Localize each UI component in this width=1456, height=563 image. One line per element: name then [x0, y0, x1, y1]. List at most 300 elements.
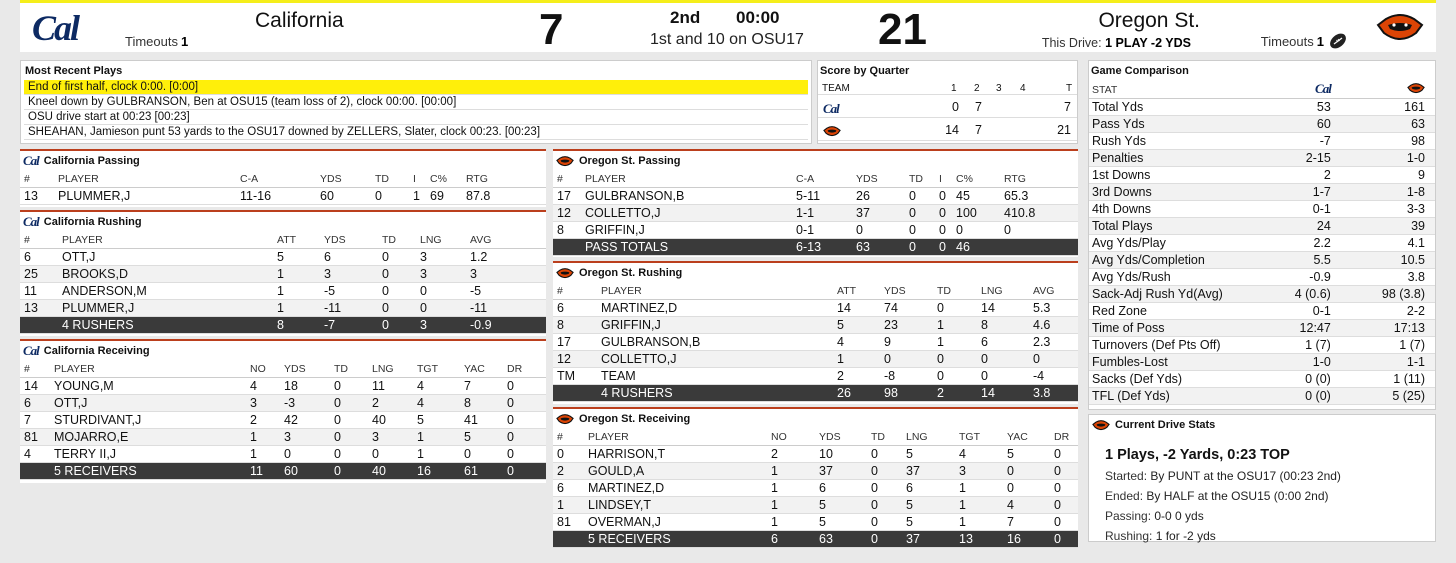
- table-row: [553, 333, 1078, 350]
- totals-row: [553, 530, 1078, 547]
- stat-value: 3.8: [1341, 268, 1435, 285]
- table-cell: 0: [909, 221, 939, 238]
- osu-logo: [1376, 13, 1424, 43]
- column-header: AVG: [1033, 283, 1078, 299]
- stat-value: 1-1: [1341, 353, 1435, 370]
- table-cell: 37: [906, 462, 959, 479]
- column-header: TD: [937, 283, 981, 299]
- sbq-quarter-header: 1: [951, 83, 957, 94]
- panel-title: Most Recent Plays: [25, 65, 123, 77]
- column-header: TD: [382, 232, 420, 248]
- column-header: PLAYER: [601, 283, 837, 299]
- table-cell: 410.8: [1004, 204, 1078, 221]
- stat-name: Fumbles-Lost: [1089, 353, 1259, 370]
- table-cell: YOUNG,M: [54, 377, 250, 394]
- table-cell: PLUMMER,J: [58, 187, 240, 204]
- comparison-row: [1089, 268, 1435, 285]
- table-cell: 23: [884, 316, 937, 333]
- stat-value: 1 (7): [1259, 336, 1341, 353]
- column-header: YDS: [284, 361, 334, 377]
- panel-title: Cal California Rushing: [20, 210, 546, 232]
- comparison-row: [1089, 234, 1435, 251]
- stat-value: 2: [1259, 166, 1341, 183]
- panel-title: Cal California Passing: [20, 149, 546, 171]
- table-cell: 0: [909, 187, 939, 204]
- column-header: TD: [334, 361, 372, 377]
- comparison-row: [1089, 370, 1435, 387]
- stat-value: 3-3: [1341, 200, 1435, 217]
- total-cell: 4 RUSHERS: [62, 316, 277, 333]
- stat-value: 10.5: [1341, 251, 1435, 268]
- table-cell: 0: [334, 394, 372, 411]
- table-cell: 0: [382, 265, 420, 282]
- stat-value: 1-0: [1341, 149, 1435, 166]
- total-cell: -7: [324, 316, 382, 333]
- column-header: DR: [507, 361, 546, 377]
- column-header: LNG: [981, 283, 1033, 299]
- stat-name: Sack-Adj Rush Yd(Avg): [1089, 285, 1259, 302]
- comparison-row: [1089, 200, 1435, 217]
- current-drive-panel: [1088, 414, 1436, 542]
- table-cell: 0: [464, 445, 507, 462]
- cal-mini-logo-icon: Cal: [23, 153, 39, 168]
- table-cell: 1: [837, 350, 884, 367]
- table-cell: 0: [981, 350, 1033, 367]
- table-cell: COLLETTO,J: [585, 204, 796, 221]
- table-cell: 60: [320, 187, 375, 204]
- stat-name: TFL (Def Yds): [1089, 387, 1259, 404]
- table-cell: COLLETTO,J: [601, 350, 837, 367]
- away-score: 7: [539, 5, 564, 54]
- table-cell: 2: [250, 411, 284, 428]
- column-header: PLAYER: [54, 361, 250, 377]
- sbq-quarter-header: 4: [1020, 83, 1026, 94]
- total-cell: 0: [871, 530, 906, 547]
- comparison-row: [1089, 183, 1435, 200]
- table-cell: 6: [819, 479, 871, 496]
- panel-title: Oregon St. Passing: [553, 149, 1078, 171]
- table-cell: 4: [837, 333, 884, 350]
- table-cell: MARTINEZ,D: [601, 299, 837, 316]
- osu-mini-logo-icon: [556, 156, 574, 167]
- table-cell: 18: [284, 377, 334, 394]
- table-cell: -5: [324, 282, 382, 299]
- stat-value: 60: [1259, 115, 1341, 132]
- table-cell: 14: [20, 377, 54, 394]
- table-cell: 37: [819, 462, 871, 479]
- totals-row: [20, 462, 546, 479]
- table-cell: 0: [553, 445, 588, 462]
- table-row: [20, 299, 546, 316]
- table-row: [553, 350, 1078, 367]
- total-cell: 5 RECEIVERS: [588, 530, 771, 547]
- table-cell: 1: [413, 187, 430, 204]
- comparison-row: [1089, 132, 1435, 149]
- total-cell: 0: [1054, 530, 1078, 547]
- table-cell: 42: [284, 411, 334, 428]
- stat-name: Pass Yds: [1089, 115, 1259, 132]
- table-cell: 40: [372, 411, 417, 428]
- table-cell: 2: [372, 394, 417, 411]
- scoreboard: [20, 0, 1436, 52]
- total-cell: 61: [464, 462, 507, 479]
- table-cell: 100: [956, 204, 1004, 221]
- table-row: [20, 411, 546, 428]
- comparison-row: [1089, 302, 1435, 319]
- football-possession-icon: [1328, 31, 1348, 51]
- sbq-team-header: TEAM: [822, 83, 850, 94]
- table-cell: 0: [507, 428, 546, 445]
- table-cell: ANDERSON,M: [62, 282, 277, 299]
- osu-column-header: [1341, 82, 1435, 98]
- total-cell: 6-13: [796, 238, 856, 255]
- table-row: [20, 377, 546, 394]
- table-cell: 37: [856, 204, 909, 221]
- drive-ended: Ended: By HALF at the OSU15 (0:00 2nd): [1105, 489, 1329, 503]
- table-cell: 0: [375, 187, 413, 204]
- table-cell: OVERMAN,J: [588, 513, 771, 530]
- table-cell: 5: [819, 513, 871, 530]
- table-cell: 1: [277, 299, 324, 316]
- table-row: [553, 299, 1078, 316]
- play-row: OSU drive start at 00:23 [00:23]: [24, 110, 808, 125]
- table-cell: 0: [871, 445, 906, 462]
- table-cell: 0: [334, 411, 372, 428]
- stat-value: 53: [1259, 98, 1341, 115]
- osu-mini-logo-icon: [556, 268, 574, 279]
- sbq-row-osu: [818, 118, 1077, 141]
- column-header: YDS: [324, 232, 382, 248]
- total-cell: PASS TOTALS: [585, 238, 796, 255]
- column-header: YAC: [1007, 429, 1054, 445]
- table-cell: 2: [771, 445, 819, 462]
- table-cell: 0: [939, 204, 956, 221]
- column-header: PLAYER: [62, 232, 277, 248]
- panel-title: Oregon St. Receiving: [553, 407, 1078, 429]
- total-cell: [553, 530, 588, 547]
- table-cell: 0: [382, 282, 420, 299]
- osu-passing-panel: [553, 149, 1078, 257]
- cal-column-header: [1259, 82, 1341, 98]
- total-cell: [1004, 238, 1078, 255]
- comparison-row: [1089, 353, 1435, 370]
- total-cell: 11: [250, 462, 284, 479]
- column-header: TD: [909, 171, 939, 187]
- table-cell: 0: [382, 248, 420, 265]
- column-header: #: [553, 171, 585, 187]
- table-cell: 1: [277, 265, 324, 282]
- total-cell: 37: [906, 530, 959, 547]
- column-header: C-A: [240, 171, 320, 187]
- column-header: NO: [250, 361, 284, 377]
- table-row: [553, 187, 1078, 204]
- sbq-header-row: [818, 80, 1077, 95]
- column-header: ATT: [277, 232, 324, 248]
- table-cell: 11: [372, 377, 417, 394]
- table-cell: 5: [906, 496, 959, 513]
- panel-title: Current Drive Stats: [1089, 415, 1435, 435]
- stat-name: Avg Yds/Play: [1089, 234, 1259, 251]
- sbq-quarter-header: 3: [996, 83, 1002, 94]
- table-cell: 41: [464, 411, 507, 428]
- table-cell: 65.3: [1004, 187, 1078, 204]
- stat-value: 2.2: [1259, 234, 1341, 251]
- table-cell: 0: [1054, 445, 1078, 462]
- column-header: #: [20, 232, 62, 248]
- table-cell: 7: [1007, 513, 1054, 530]
- table-cell: 0: [334, 428, 372, 445]
- table-cell: 9: [884, 333, 937, 350]
- table-cell: 4: [250, 377, 284, 394]
- total-cell: 14: [981, 384, 1033, 401]
- column-header: ATT: [837, 283, 884, 299]
- total-cell: 4 RUSHERS: [601, 384, 837, 401]
- stat-table: [20, 171, 546, 205]
- total-cell: 0: [382, 316, 420, 333]
- table-cell: 26: [856, 187, 909, 204]
- table-cell: 13: [20, 187, 58, 204]
- column-header: RTG: [1004, 171, 1078, 187]
- table-cell: 81: [553, 513, 588, 530]
- table-cell: PLUMMER,J: [62, 299, 277, 316]
- totals-row: [20, 316, 546, 333]
- table-cell: 7: [20, 411, 54, 428]
- table-cell: 6: [324, 248, 382, 265]
- total-cell: -0.9: [470, 316, 546, 333]
- totals-row: [553, 384, 1078, 401]
- table-cell: 1: [959, 496, 1007, 513]
- stat-value: 24: [1259, 217, 1341, 234]
- stat-value: 0 (0): [1259, 370, 1341, 387]
- stat-value: 1 (7): [1341, 336, 1435, 353]
- sbq-score-cell: 7: [975, 100, 982, 114]
- table-cell: 0: [937, 299, 981, 316]
- table-cell: BROOKS,D: [62, 265, 277, 282]
- total-cell: 2: [937, 384, 981, 401]
- column-header: TD: [375, 171, 413, 187]
- drive-passing: Passing: 0-0 0 yds: [1105, 509, 1204, 523]
- sbq-score-cell: 0: [952, 100, 959, 114]
- column-header: YDS: [819, 429, 871, 445]
- stat-value: -0.9: [1259, 268, 1341, 285]
- total-cell: [20, 462, 54, 479]
- table-cell: 3: [420, 248, 470, 265]
- osu-mini-logo-icon: [556, 414, 574, 425]
- table-cell: 0-1: [796, 221, 856, 238]
- table-cell: 0: [909, 204, 939, 221]
- total-cell: 0: [939, 238, 956, 255]
- stat-value: 1 (11): [1341, 370, 1435, 387]
- column-header: I: [939, 171, 956, 187]
- table-cell: TEAM: [601, 367, 837, 384]
- total-cell: 46: [956, 238, 1004, 255]
- table-cell: 0: [284, 445, 334, 462]
- column-header: DR: [1054, 429, 1078, 445]
- away-timeouts: Timeouts 1: [125, 34, 189, 49]
- total-cell: 63: [819, 530, 871, 547]
- table-cell: HARRISON,T: [588, 445, 771, 462]
- stat-value: 39: [1341, 217, 1435, 234]
- table-cell: 6: [906, 479, 959, 496]
- table-cell: -11: [324, 299, 382, 316]
- column-header: LNG: [420, 232, 470, 248]
- sbq-score-cell: 7: [1064, 100, 1071, 114]
- comparison-row: [1089, 285, 1435, 302]
- comparison-row: [1089, 251, 1435, 268]
- stat-value: 5 (25): [1341, 387, 1435, 404]
- osu-mini-logo-icon: [1092, 420, 1110, 431]
- table-cell: 0: [1033, 350, 1078, 367]
- table-cell: 17: [553, 187, 585, 204]
- table-cell: 1: [771, 513, 819, 530]
- panel-title: Score by Quarter: [820, 65, 910, 77]
- stat-name: 3rd Downs: [1089, 183, 1259, 200]
- table-cell: 5: [906, 513, 959, 530]
- table-cell: 45: [956, 187, 1004, 204]
- table-row: [20, 445, 546, 462]
- total-cell: 5 RECEIVERS: [54, 462, 250, 479]
- table-cell: OTT,J: [54, 394, 250, 411]
- comparison-row: [1089, 319, 1435, 336]
- table-cell: 5-11: [796, 187, 856, 204]
- recent-plays-panel: [20, 60, 812, 144]
- stat-name: Avg Yds/Completion: [1089, 251, 1259, 268]
- column-header: NO: [771, 429, 819, 445]
- stat-name: Penalties: [1089, 149, 1259, 166]
- comparison-row: [1089, 149, 1435, 166]
- total-cell: 3: [420, 316, 470, 333]
- table-header-row: [1089, 82, 1435, 98]
- table-cell: 11: [20, 282, 62, 299]
- table-cell: 4: [20, 445, 54, 462]
- column-header: TD: [871, 429, 906, 445]
- table-row: [553, 496, 1078, 513]
- table-cell: 1: [250, 445, 284, 462]
- column-header: LNG: [906, 429, 959, 445]
- column-header: PLAYER: [58, 171, 240, 187]
- stat-table: [20, 361, 546, 480]
- sbq-quarter-header: T: [1066, 83, 1073, 94]
- table-cell: STURDIVANT,J: [54, 411, 250, 428]
- comparison-row: [1089, 336, 1435, 353]
- column-header: #: [553, 429, 588, 445]
- stat-value: 2-2: [1341, 302, 1435, 319]
- stat-value: 1-0: [1259, 353, 1341, 370]
- table-cell: 1: [937, 333, 981, 350]
- table-row: [20, 394, 546, 411]
- table-cell: 1: [771, 462, 819, 479]
- table-cell: -3: [284, 394, 334, 411]
- table-cell: -8: [884, 367, 937, 384]
- stat-name: Avg Yds/Rush: [1089, 268, 1259, 285]
- total-cell: 16: [1007, 530, 1054, 547]
- table-cell: 12: [553, 204, 585, 221]
- quarter: 2nd: [670, 8, 701, 27]
- table-cell: 0: [871, 496, 906, 513]
- table-header-row: [20, 232, 546, 248]
- column-header: TGT: [417, 361, 464, 377]
- game-comparison-panel: [1088, 60, 1436, 410]
- drive-summary: 1 Plays, -2 Yards, 0:23 TOP: [1105, 447, 1290, 463]
- sbq-score-cell: 7: [975, 123, 982, 137]
- table-cell: 74: [884, 299, 937, 316]
- column-header: RTG: [466, 171, 546, 187]
- table-cell: 8: [464, 394, 507, 411]
- stat-value: 0 (0): [1259, 387, 1341, 404]
- panel-title: Game Comparison: [1091, 65, 1189, 77]
- stat-table: [553, 283, 1078, 402]
- stat-value: 17:13: [1341, 319, 1435, 336]
- column-header: YDS: [320, 171, 375, 187]
- table-row: [553, 221, 1078, 238]
- table-cell: 0: [939, 187, 956, 204]
- cal-logo: Cal: [32, 8, 79, 48]
- column-header: I: [413, 171, 430, 187]
- table-header-row: [20, 361, 546, 377]
- table-header-row: [553, 171, 1078, 187]
- table-cell: 1: [771, 479, 819, 496]
- cal-mini-logo-icon: Cal: [23, 214, 39, 229]
- table-row: [553, 367, 1078, 384]
- home-timeouts: Timeouts 1: [1260, 34, 1324, 49]
- score-by-quarter-grid: [818, 80, 1077, 141]
- stat-value: 1-8: [1341, 183, 1435, 200]
- table-cell: 0: [871, 479, 906, 496]
- table-cell: -4: [1033, 367, 1078, 384]
- play-row: Kneel down by GULBRANSON, Ben at OSU15 (team loss of 2), clock 00:00. [00:00]: [24, 95, 808, 110]
- table-cell: 81: [20, 428, 54, 445]
- total-cell: [20, 316, 62, 333]
- table-cell: MOJARRO,E: [54, 428, 250, 445]
- stat-value: 5.5: [1259, 251, 1341, 268]
- column-header: AVG: [470, 232, 546, 248]
- total-cell: 98: [884, 384, 937, 401]
- table-cell: 12: [553, 350, 601, 367]
- table-cell: 4: [1007, 496, 1054, 513]
- table-cell: 0: [937, 350, 981, 367]
- plays-list: [21, 80, 811, 140]
- stat-value: 1-7: [1259, 183, 1341, 200]
- totals-row: [553, 238, 1078, 255]
- table-cell: 0: [382, 299, 420, 316]
- total-cell: [553, 238, 585, 255]
- total-cell: 8: [277, 316, 324, 333]
- table-cell: 3: [959, 462, 1007, 479]
- stat-table: [553, 429, 1078, 548]
- stat-value: 63: [1341, 115, 1435, 132]
- table-cell: 3: [250, 394, 284, 411]
- osu-receiving-panel: [553, 407, 1078, 548]
- drive-rushing: Rushing: 1 for -2 yds: [1105, 529, 1216, 543]
- table-row: [553, 462, 1078, 479]
- table-cell: 8: [553, 316, 601, 333]
- table-cell: 7: [464, 377, 507, 394]
- table-cell: 1: [277, 282, 324, 299]
- score-by-quarter-panel: [817, 60, 1078, 144]
- stat-name: Turnovers (Def Pts Off): [1089, 336, 1259, 353]
- table-row: [553, 445, 1078, 462]
- stat-name: Total Plays: [1089, 217, 1259, 234]
- table-cell: GRIFFIN,J: [601, 316, 837, 333]
- table-cell: 1: [417, 445, 464, 462]
- table-cell: 3: [372, 428, 417, 445]
- table-row: [553, 204, 1078, 221]
- total-cell: 60: [284, 462, 334, 479]
- stat-value: 9: [1341, 166, 1435, 183]
- column-header: LNG: [372, 361, 417, 377]
- sbq-row-cal: [818, 95, 1077, 118]
- play-row: SHEAHAN, Jamieson punt 53 yards to the OSU17 downed by ZELLERS, Slater, clock 00:23. [00:23]: [24, 125, 808, 140]
